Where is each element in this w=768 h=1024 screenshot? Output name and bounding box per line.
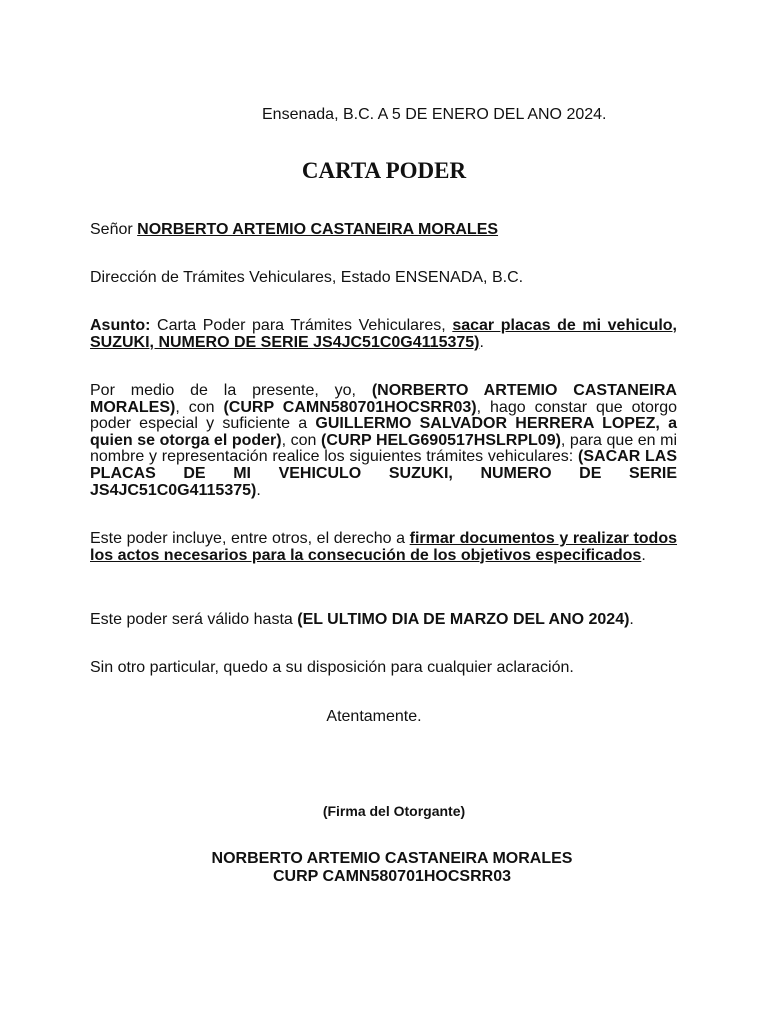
office-line: Dirección de Trámites Vehiculares, Estado ENSENADA, B.C.	[90, 269, 524, 286]
recipient-name: NORBERTO ARTEMIO CASTANEIRA MORALES	[137, 221, 499, 238]
body-paragraph	[90, 383, 677, 499]
place-and-date: Ensenada, B.C. A 5 DE ENERO DEL ANO 2024.	[262, 106, 607, 123]
subject-end: .	[479, 333, 484, 351]
recipient-prefix: Señor	[90, 221, 133, 238]
subject-label: Asunto:	[90, 317, 151, 334]
scope-paragraph	[90, 531, 677, 564]
subject-paragraph	[90, 318, 677, 351]
grantee-name: GUILLERMO SALVADOR HERRERA LOPEZ, a quien se otorga el poder)	[90, 415, 677, 449]
subject-text: Carta Poder para Trámites Vehiculares,	[157, 317, 446, 334]
validity-line	[90, 612, 677, 629]
document-title: CARTA PODER	[301, 158, 467, 183]
signature-block	[0, 850, 768, 885]
scope-end: .	[641, 546, 646, 564]
validity-text: Este poder será válido hasta	[90, 611, 293, 628]
signer-name: NORBERTO ARTEMIO CASTANEIRA MORALES	[211, 850, 573, 867]
body-text-1: Por medio de la presente, yo,	[90, 382, 356, 399]
recipient-line	[90, 222, 677, 239]
closing-line: Sin otro particular, quedo a su disposición para cualquier aclaración.	[90, 659, 574, 676]
farewell: Atentamente.	[326, 708, 422, 725]
body-text-6: .	[256, 481, 261, 499]
signature-label: (Firma del Otorgante)	[322, 803, 466, 819]
grantor-name: (NORBERTO ARTEMIO CASTANEIRA MORALES)	[90, 382, 677, 416]
subject-detail: sacar placas de mi vehiculo, SUZUKI, NUMERO DE SERIE JS4JC51C0G4115375)	[90, 317, 677, 351]
grantee-curp: (CURP HELG690517HSLRPL09)	[321, 431, 561, 449]
body-text-2: , con	[175, 398, 215, 416]
scope-text: Este poder incluye, entre otros, el derecho a	[90, 530, 406, 547]
grantor-curp: (CURP CAMN580701HOCSRR03)	[223, 398, 477, 416]
scope-rights: firmar documentos y realizar todos los actos necesarios para la consecución de los objetivos especificados	[90, 530, 678, 564]
body-text-3: , hago constar que otorgo poder especial y suficiente a	[90, 398, 677, 433]
procedure-text: (SACAR LAS PLACAS DE MI VEHICULO SUZUKI, NUMERO DE SERIE JS4JC51C0G4115375)	[90, 448, 678, 499]
validity-date: (EL ULTIMO DIA DE MARZO DEL ANO 2024)	[297, 611, 630, 628]
body-text-4: , con	[281, 431, 317, 449]
validity-end: .	[629, 611, 634, 628]
signer-curp: CURP CAMN580701HOCSRR03	[272, 867, 511, 885]
body-text-5: , para que en mi nombre y representación realice los siguientes trámites vehiculares:	[90, 431, 678, 466]
